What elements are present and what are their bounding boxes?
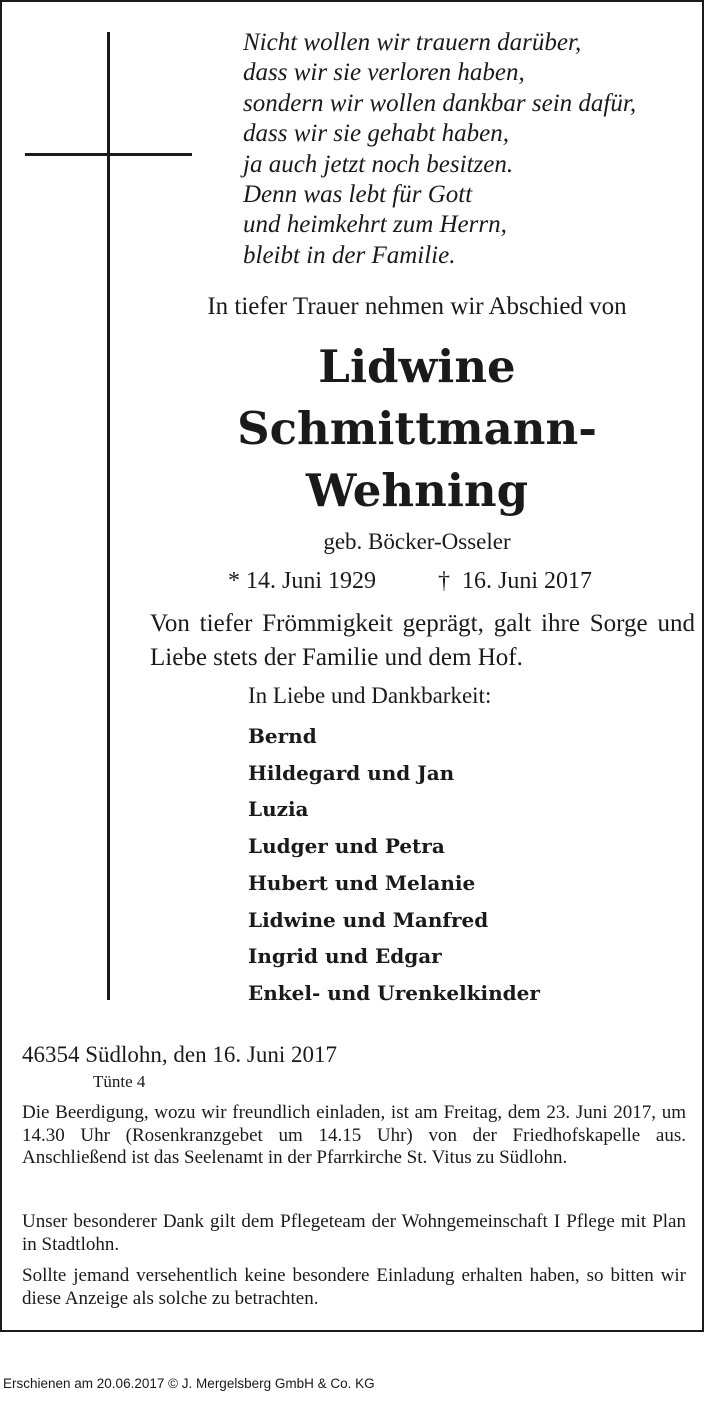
tribute-text: Von tiefer Frömmigkeit geprägt, galt ihre Sorge und Liebe stets der Familie und dem Hof. [150,610,695,671]
family-member: Enkel- und Urenkelkinder [248,980,540,1005]
poem-line: und heimkehrt zum Herrn, [243,211,507,239]
birth-date: * 14. Juni 1929 [228,568,377,594]
place-date: 46354 Südlohn, den 16. Juni 2017 [22,1042,337,1067]
poem-line: dass wir sie gehabt haben, [243,120,509,148]
family-member: Bernd [248,724,317,748]
family-member: Luzia [248,797,309,822]
family-member: Ludger und Petra [248,834,445,859]
street-address: Tünte 4 [93,1072,146,1091]
poem-line: Nicht wollen wir trauern darüber, [243,29,582,56]
family-member: Lidwine und Manfred [248,907,489,932]
family-member: Ingrid und Edgar [248,944,442,969]
farewell-line: In tiefer Trauer nehmen wir Abschied von [207,293,627,320]
cross-icon-bar [25,153,192,156]
name-line: Wehning [305,464,529,517]
funeral-info: Die Beerdigung, wozu wir freundlich einladen, ist am Freitag, dem 23. Juni 2017, um 14.30 Uhr (Rosenkranzgebet um 14.15 Uhr) von der Friedhofskapelle aus. Anschließend ist das Seelenamt in der Pfarrkirche St. Vitus zu Südlohn. [22,1102,686,1168]
memorial-poem [243,28,636,271]
family-heading: In Liebe und Dankbarkeit: [248,683,492,708]
invitation-note: Sollte jemand versehentlich keine besondere Einladung erhalten haben, so bitten wir diese Anzeige als solche zu betrachten. [22,1265,686,1309]
thanks-text: Unser besonderer Dank gilt dem Pflegeteam der Wohngemeinschaft I Pflege mit Plan in Stadtlohn. [22,1211,686,1255]
name-line: Schmittmann- [237,402,597,455]
poem-line: ja auch jetzt noch besitzen. [243,150,514,178]
poem-line: sondern wir wollen dankbar sein dafür, [243,89,637,117]
name-line: Lidwine [318,340,516,393]
publication-footer: Erschienen am 20.06.2017 © J. Mergelsberg GmbH & Co. KG [3,1376,375,1391]
death-date: 16. Juni 2017 [462,568,593,594]
family-member: Hubert und Melanie [248,870,476,895]
cross-icon [107,32,110,1000]
birth-name: geb. Böcker-Osseler [323,529,511,554]
poem-line: bleibt in der Familie. [243,241,456,269]
family-member: Hildegard und Jan [248,760,455,785]
poem-line: Denn was lebt für Gott [243,181,473,209]
family-list [248,718,540,1012]
death-cross-icon: † 16. Juni 2017 [438,568,593,594]
deceased-name [142,336,692,522]
poem-line: dass wir sie verloren haben, [243,59,525,87]
